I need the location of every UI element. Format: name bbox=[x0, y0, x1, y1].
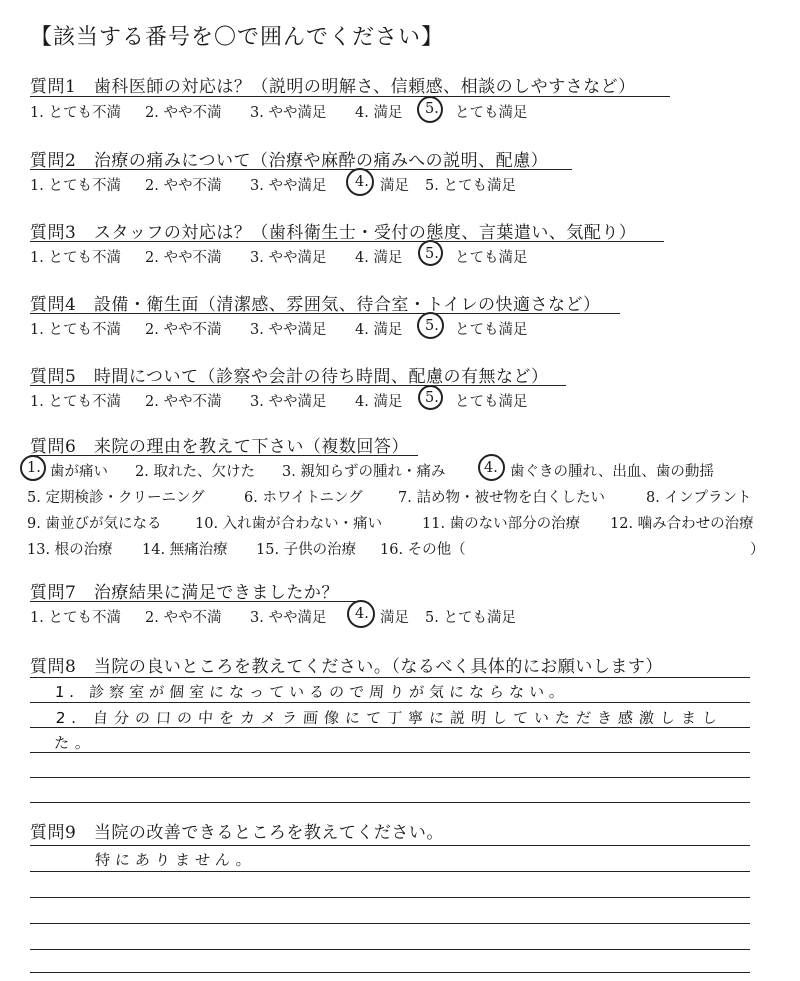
answer-line bbox=[30, 897, 750, 898]
option-1[interactable]: 1. とても不満 bbox=[30, 178, 121, 194]
option-3[interactable]: 3. やや満足 bbox=[250, 610, 327, 626]
option-5[interactable]: 5. とても満足 bbox=[425, 610, 516, 626]
option-1[interactable]: 1. とても不満 bbox=[30, 322, 121, 338]
question-2-underline bbox=[30, 169, 572, 170]
answer-line bbox=[30, 702, 750, 703]
reason-13[interactable]: 13. 根の治療 bbox=[27, 542, 113, 558]
reason-5[interactable]: 5. 定期検診・クリーニング bbox=[27, 490, 205, 506]
question-3-underline bbox=[30, 241, 664, 242]
option-5-label[interactable]: とても満足 bbox=[455, 394, 528, 410]
option-5-label[interactable]: とても満足 bbox=[455, 105, 528, 121]
reason-12[interactable]: 12. 噛み合わせの治療 bbox=[610, 516, 754, 532]
question-1-heading: 質問1 歯科医師の対応は？（説明の明解さ、信頼感、相談のしやすさなど） bbox=[30, 77, 636, 97]
reason-9[interactable]: 9. 歯並びが気になる bbox=[27, 516, 162, 532]
option-5[interactable]: 5. とても満足 bbox=[425, 178, 516, 194]
page-title: 【該当する番号を〇で囲んでください】 bbox=[30, 25, 445, 50]
option-4[interactable]: 4. 満足 bbox=[355, 250, 403, 266]
option-1[interactable]: 1. とても不満 bbox=[30, 105, 121, 121]
option-2[interactable]: 2. やや不満 bbox=[145, 610, 222, 626]
selection-circle bbox=[418, 240, 443, 266]
selection-circle bbox=[478, 454, 505, 481]
reason-11[interactable]: 11. 歯のない部分の治療 bbox=[422, 516, 581, 532]
answer-line bbox=[30, 949, 750, 950]
reason-14[interactable]: 14. 無痛治療 bbox=[142, 542, 228, 558]
question-7-heading: 質問7 治療結果に満足できましたか？ bbox=[30, 583, 339, 603]
question-1-underline bbox=[30, 96, 670, 97]
option-1[interactable]: 1. とても不満 bbox=[30, 394, 121, 410]
option-4[interactable]: 4. 満足 bbox=[355, 105, 403, 121]
handwritten-answer-2: 2. 自分の口の中をカメラ画像にて丁寧に説明していただき感激しました。 bbox=[53, 709, 724, 752]
selection-circle bbox=[418, 385, 443, 410]
option-2[interactable]: 2. やや不満 bbox=[145, 322, 222, 338]
option-5-label[interactable]: とても満足 bbox=[455, 322, 528, 338]
question-2-heading: 質問2 治療の痛みについて（治療や麻酔の痛みへの説明、配慮） bbox=[30, 151, 549, 171]
question-4-heading: 質問4 設備・衛生面（清潔感、雰囲気、待合室・トイレの快適さなど） bbox=[30, 295, 601, 315]
selection-circle bbox=[417, 96, 443, 123]
selection-circle bbox=[347, 600, 375, 628]
answer-line bbox=[30, 871, 750, 872]
option-3[interactable]: 3. やや満足 bbox=[250, 322, 327, 338]
question-9-heading: 質問9 当院の改善できるところを教えてください。 bbox=[30, 823, 444, 843]
option-5-label[interactable]: とても満足 bbox=[455, 250, 528, 266]
answer-line bbox=[30, 972, 750, 973]
option-2[interactable]: 2. やや不満 bbox=[145, 105, 222, 121]
option-2[interactable]: 2. やや不満 bbox=[145, 394, 222, 410]
reason-6[interactable]: 6. ホワイトニング bbox=[244, 490, 363, 506]
reason-4-label[interactable]: 歯ぐきの腫れ、出血、歯の動揺 bbox=[510, 464, 714, 480]
selection-circle bbox=[20, 455, 46, 481]
option-1[interactable]: 1. とても不満 bbox=[30, 610, 121, 626]
selection-circle bbox=[346, 168, 374, 196]
reason-10[interactable]: 10. 入れ歯が合わない・痛い bbox=[195, 516, 383, 532]
question-5-underline bbox=[30, 385, 566, 386]
option-1[interactable]: 1. とても不満 bbox=[30, 250, 121, 266]
answer-line bbox=[30, 923, 750, 924]
reason-3[interactable]: 3. 親知らずの腫れ・痛み bbox=[282, 464, 446, 480]
reason-1-label[interactable]: 歯が痛い bbox=[50, 464, 108, 480]
reason-16-close-paren: ） bbox=[750, 542, 765, 558]
reason-1-number[interactable]: 1. bbox=[27, 460, 41, 476]
option-4[interactable]: 4. 満足 bbox=[355, 394, 403, 410]
question-6-underline bbox=[30, 455, 418, 456]
reason-15[interactable]: 15. 子供の治療 bbox=[256, 542, 357, 558]
option-3[interactable]: 3. やや満足 bbox=[250, 105, 327, 121]
option-2[interactable]: 2. やや不満 bbox=[145, 250, 222, 266]
question-4-underline bbox=[30, 313, 620, 314]
option-2[interactable]: 2. やや不満 bbox=[145, 178, 222, 194]
option-3[interactable]: 3. やや満足 bbox=[250, 394, 327, 410]
answer-line bbox=[30, 777, 750, 778]
handwritten-answer-1: 1. 診察室が個室になっているので周りが気にならない。 bbox=[54, 683, 570, 701]
question-8-heading: 質問8 当院の良いところを教えてください。（なるべく具体的にお願いします） bbox=[30, 657, 663, 677]
question-7-underline bbox=[30, 601, 360, 602]
question-6-heading: 質問6 来院の理由を教えて下さい（複数回答） bbox=[30, 437, 409, 457]
reason-7[interactable]: 7. 詰め物・被せ物を白くしたい bbox=[398, 490, 605, 506]
option-5-number[interactable]: 5. bbox=[425, 101, 439, 117]
selection-circle bbox=[417, 312, 444, 339]
reason-4-number[interactable]: 4. bbox=[484, 460, 498, 476]
question-3-heading: 質問3 スタッフの対応は？（歯科衛生士・受付の態度、言葉遣い、気配り） bbox=[30, 223, 637, 243]
option-3[interactable]: 3. やや満足 bbox=[250, 178, 327, 194]
option-5-number[interactable]: 5. bbox=[425, 246, 439, 262]
answer-line bbox=[30, 802, 750, 803]
option-3[interactable]: 3. やや満足 bbox=[250, 250, 327, 266]
option-4-label[interactable]: 満足 bbox=[380, 178, 409, 194]
option-4[interactable]: 4. 満足 bbox=[355, 322, 403, 338]
option-4-label[interactable]: 満足 bbox=[380, 610, 409, 626]
reason-2[interactable]: 2. 取れた、欠けた bbox=[135, 464, 255, 480]
answer-line bbox=[30, 677, 750, 678]
option-4-number[interactable]: 4. bbox=[355, 174, 369, 190]
reason-16[interactable]: 16. その他（ bbox=[380, 542, 466, 558]
question-5-heading: 質問5 時間について（診察や会計の待ち時間、配慮の有無など） bbox=[30, 367, 549, 387]
handwritten-answer-q9: 特にありません。 bbox=[94, 851, 257, 869]
option-4-number[interactable]: 4. bbox=[355, 606, 369, 622]
option-5-number[interactable]: 5. bbox=[425, 390, 439, 406]
reason-8[interactable]: 8. インプラント bbox=[646, 490, 752, 506]
option-5-number[interactable]: 5. bbox=[425, 318, 439, 334]
answer-line bbox=[30, 845, 750, 846]
